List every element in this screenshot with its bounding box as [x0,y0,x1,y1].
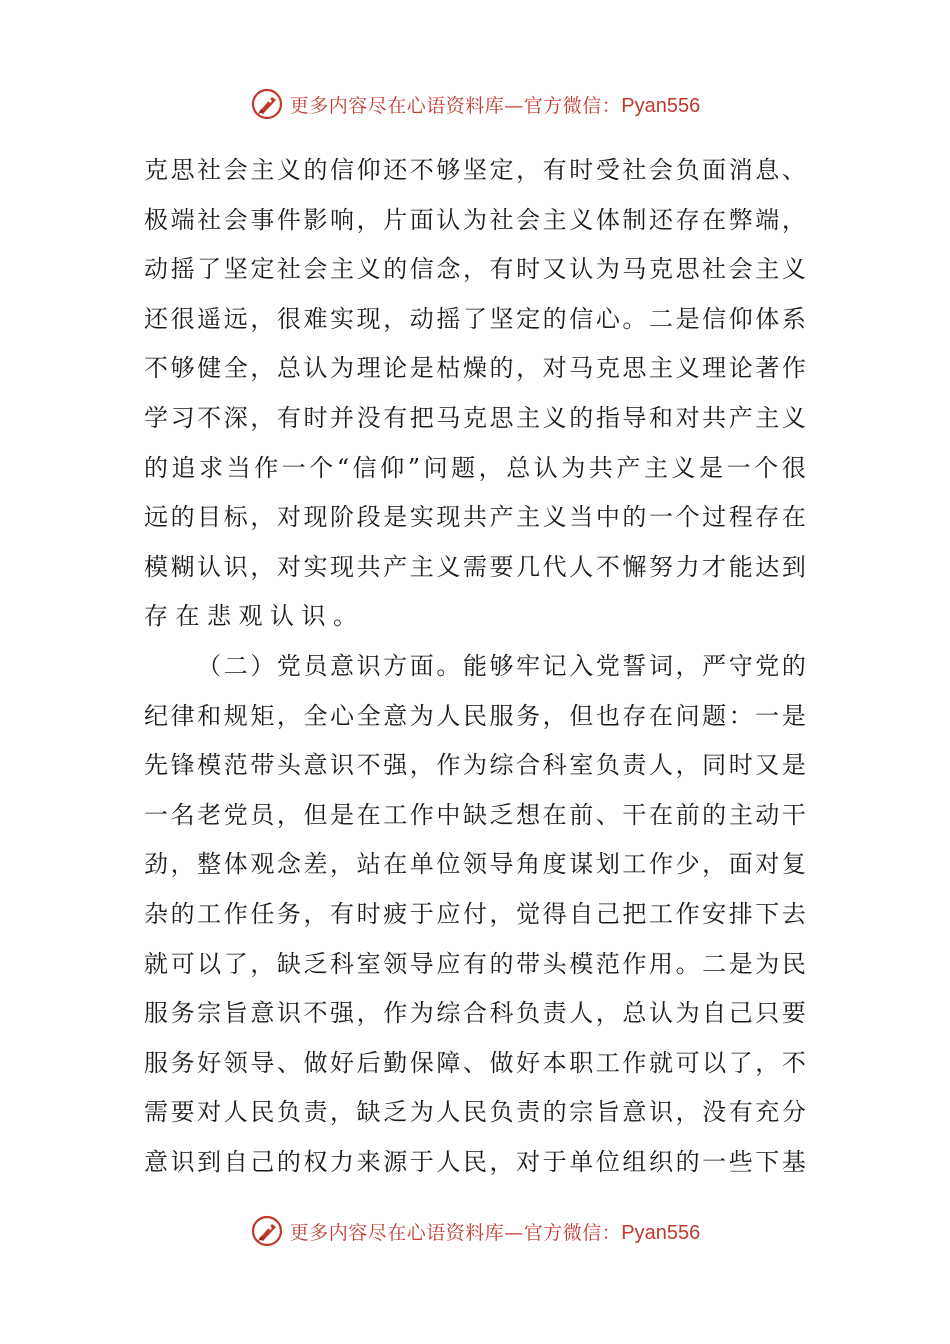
text-line: 意 识 到 自 己 的 权 力 来 源 于 人 民 ， 对 于 单 位 组 织 的 一 些 下 基 [144,1147,806,1176]
text-line: 极 端 社 会 事 件 影 响 ， 片 面 认 为 社 会 主 义 体 制 还 存 在 弊 端 ， [144,205,806,234]
text-line: 就 可 以 了 ， 缺 乏 科 室 领 导 应 有 的 带 头 模 范 作 用 。 二 是 为 民 [144,949,806,978]
text-line: 服 务 好 领 导 、 做 好 后 勤 保 障 、 做 好 本 职 工 作 就 可 以 了 ， 不 [144,1048,806,1077]
text-line: 存在悲观认识。 [144,602,365,631]
text-line: 远 的 目 标 ， 对 现 阶 段 是 实 现 共 产 主 义 当 中 的 一 个 过 程 存 在 [144,503,806,532]
text-line: 模 糊 认 识 ， 对 实 现 共 产 主 义 需 要 几 代 人 不 懈 努 力 才 能 达 到 [144,552,806,581]
text-line: 杂 的 工 作 任 务 ， 有 时 疲 于 应 付 ， 觉 得 自 己 把 工 作 安 排 下 去 [144,899,806,928]
footer-watermark [0,1211,950,1251]
watermark-text: 更多内容尽在心语资料库—官方微信：Pyan556 [289,1221,701,1244]
text-line: 不 够 健 全 ， 总 认 为 理 论 是 枯 燥 的 ， 对 马 克 思 主 义 理 论 著 作 [144,354,806,383]
pen-nib-logo-icon [250,1214,284,1248]
text-line: 先 锋 模 范 带 头 意 识 不 强 ， 作 为 综 合 科 室 负 责 人 ， 同 时 又 是 [144,751,806,780]
wechat-id: Pyan556 [621,94,701,117]
text-line: 动 摇 了 坚 定 社 会 主 义 的 信 念 ， 有 时 又 认 为 马 克 思 社 会 主 义 [144,255,806,284]
document-body [144,146,806,1187]
text-line: 劲 ， 整 体 观 念 差 ， 站 在 单 位 领 导 角 度 谋 划 工 作 少 ， 面 对 复 [144,850,806,879]
wechat-id: Pyan556 [621,1221,701,1244]
text-line: 还 很 遥 远 ， 很 难 实 现 ， 动 摇 了 坚 定 的 信 心 。 二 是 信 仰 体 系 [144,304,806,333]
text-line: 纪 律 和 规 矩 ， 全 心 全 意 为 人 民 服 务 ， 但 也 存 在 问 题 ： 一 是 [144,701,806,730]
text-line: 服 务 宗 旨 意 识 不 强 ， 作 为 综 合 科 负 责 人 ， 总 认 为 自 己 只 要 [144,999,806,1028]
text-line: 克 思 社 会 主 义 的 信 仰 还 不 够 坚 定 ， 有 时 受 社 会 负 面 消 息 、 [144,156,806,184]
watermark-text: 更多内容尽在心语资料库—官方微信：Pyan556 [289,94,701,117]
text-line: 的 追 求 当 作 一 个 “ 信 仰 ” 问 题 ， 总 认 为 共 产 主 义 是 一 个 很 [144,453,806,482]
text-line: 一 名 老 党 员 ， 但 是 在 工 作 中 缺 乏 想 在 前 、 干 在 前 的 主 动 干 [144,800,806,829]
pen-nib-logo-icon [250,87,284,121]
header-watermark [0,84,950,124]
text-line: 需 要 对 人 民 负 责 ， 缺 乏 为 人 民 负 责 的 宗 旨 意 识 ， 没 有 充 分 [144,1098,806,1127]
text-line: （ 二 ） 党 员 意 识 方 面 。 能 够 牢 记 入 党 誓 词 ， 严 守 党 的 [197,651,806,680]
text-line: 学 习 不 深 ， 有 时 并 没 有 把 马 克 思 主 义 的 指 导 和 对 共 产 主 义 [144,403,806,432]
